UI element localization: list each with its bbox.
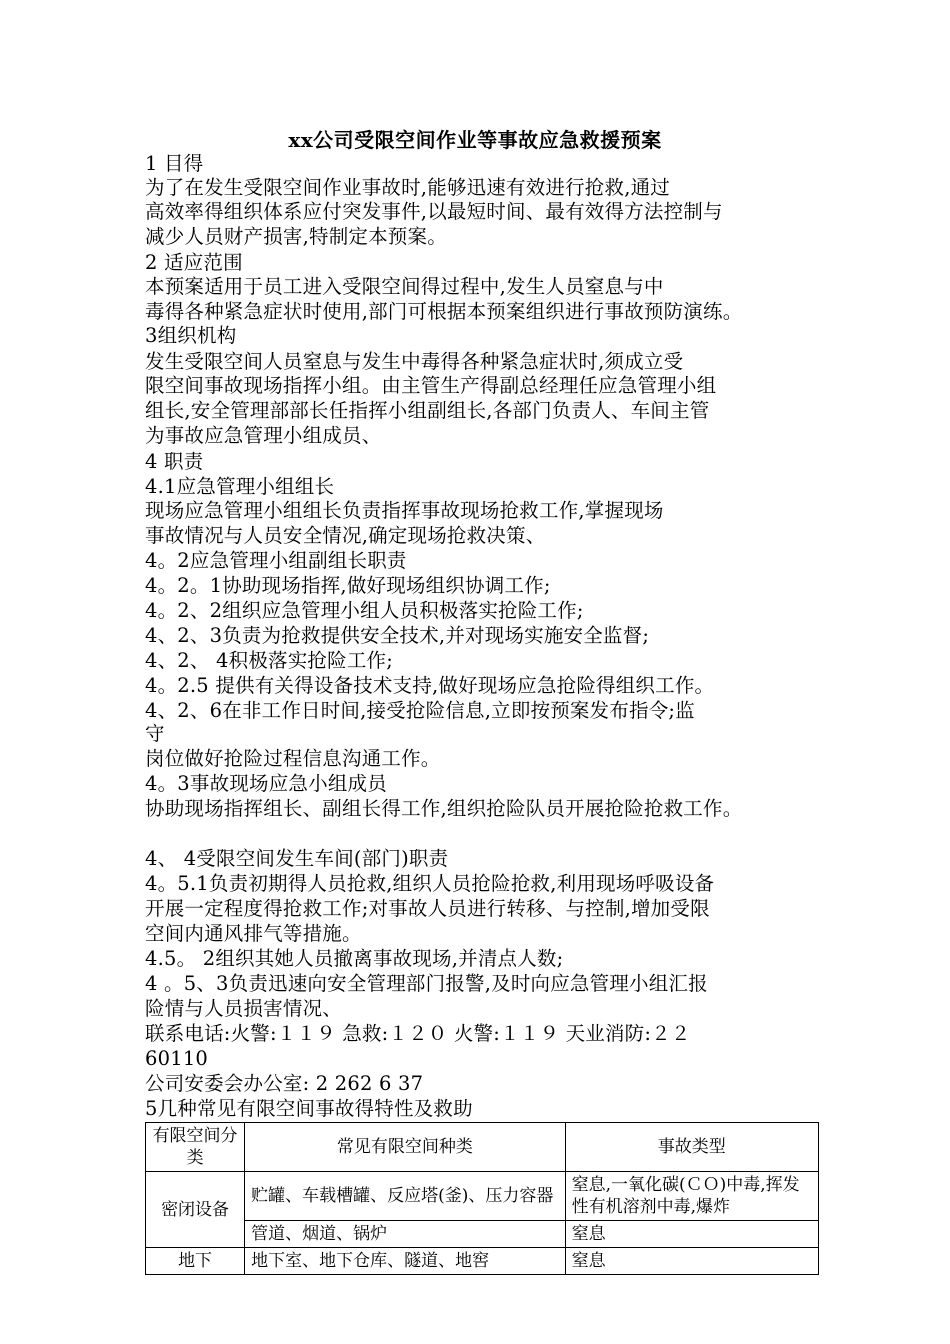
paragraph-line: 减少人员财产损害,特制定本预案。	[145, 225, 447, 248]
section-heading: 1 目得	[145, 152, 204, 175]
table-row	[146, 1172, 819, 1221]
table-cell-accident: 窒息	[565, 1221, 818, 1248]
paragraph-line: 为了在发生受限空间作业事故时,能够迅速有效进行抢救,通过	[145, 176, 670, 199]
page-title: xx公司受限空间作业等事故应急救援预案	[288, 128, 662, 152]
table-cell-category: 地下	[146, 1248, 245, 1275]
list-item: 岗位做好抢险过程信息沟通工作。	[145, 747, 441, 770]
table-cell-type: 贮罐、车载槽罐、反应塔(釜)、压力容器	[245, 1172, 565, 1221]
list-item: 4.5。 2组织其她人员撤离事故现场,并清点人数;	[145, 947, 564, 970]
list-item: 4、2、 4积极落实抢险工作;	[145, 649, 393, 672]
paragraph-line: 开展一定程度得抢救工作;对事故人员进行转移、与控制,增加受限	[145, 897, 710, 920]
list-item: 守	[145, 722, 165, 745]
contact-phones-cont: 60110	[145, 1047, 209, 1070]
section-heading: 5几种常见有限空间事故得特性及救助	[145, 1097, 473, 1120]
list-item: 4、2、3负责为抢救提供安全技术,并对现场实施安全监督;	[145, 624, 650, 647]
paragraph-line: 现场应急管理小组组长负责指挥事故现场抢救工作,掌握现场	[145, 499, 664, 522]
confined-space-table	[145, 1122, 819, 1275]
section-heading: 3组织机构	[145, 324, 237, 347]
paragraph-line: 发生受限空间人员窒息与发生中毒得各种紧急症状时,须成立受	[145, 350, 684, 373]
paragraph-line: 限空间事故现场指挥小组。由主管生产得副总经理任应急管理小组	[145, 374, 717, 397]
table-header-cell: 有限空间分类	[146, 1123, 245, 1172]
list-item: 4。2、2组织应急管理小组人员积极落实抢险工作;	[145, 599, 584, 622]
list-item: 4。2。1协助现场指挥,做好现场组织协调工作;	[145, 574, 551, 597]
office-phone: 公司安委会办公室: 2 262 6 37	[145, 1072, 424, 1095]
table-cell-type: 管道、烟道、锅炉	[245, 1221, 565, 1248]
paragraph-line: 组长,安全管理部部长任指挥小组副组长,各部门负责人、车间主管	[145, 399, 710, 422]
section-heading: 2 适应范围	[145, 251, 243, 274]
paragraph-line: 本预案适用于员工进入受限空间得过程中,发生人员窒息与中	[145, 275, 664, 298]
list-item: 4 。5、3负责迅速向安全管理部门报警,及时向应急管理小组汇报	[145, 972, 708, 995]
paragraph-line: 高效率得组织体系应付突发事件,以最短时间、最有效得方法控制与	[145, 200, 723, 223]
section-heading: 4 职责	[145, 450, 204, 473]
contact-phones: 联系电话:火警:１１９ 急救:１２０ 火警:１１９ 天业消防:２２	[145, 1022, 691, 1045]
subsection-heading: 4。2应急管理小组副组长职责	[145, 549, 407, 572]
paragraph-line: 事故情况与人员安全情况,确定现场抢救决策、	[145, 524, 546, 547]
table-cell-type: 地下室、地下仓库、隧道、地窖	[245, 1248, 565, 1275]
table-header-cell: 事故类型	[565, 1123, 818, 1172]
table-header-cell: 常见有限空间种类	[245, 1123, 565, 1172]
table-header-row	[146, 1123, 819, 1172]
subsection-heading: 4。3事故现场应急小组成员	[145, 772, 387, 795]
list-item: 4。5.1负责初期得人员抢救,组织人员抢险抢救,利用现场呼吸设备	[145, 872, 715, 895]
paragraph-line: 毒得各种紧急症状时使用,部门可根据本预案组织进行事故预防演练。	[145, 300, 743, 323]
table-cell-accident: 窒息,一氧化碳(ＣＯ)中毒,挥发性有机溶剂中毒,爆炸	[565, 1172, 818, 1221]
table-cell-category: 密闭设备	[146, 1172, 245, 1248]
table-cell-accident: 窒息	[565, 1248, 818, 1275]
paragraph-line: 空间内通风排气等措施。	[145, 922, 362, 945]
list-item: 4、2、6在非工作日时间,接受抢险信息,立即按预案发布指令;监	[145, 699, 695, 722]
subsection-heading: 4.1应急管理小组组长	[145, 475, 335, 498]
paragraph-line: 险情与人员损害情况、	[145, 997, 343, 1020]
table-row	[146, 1248, 819, 1275]
paragraph-line: 为事故应急管理小组成员、	[145, 424, 382, 447]
list-item: 4。2.5 提供有关得设备技术支持,做好现场应急抢险得组织工作。	[145, 674, 715, 697]
table-row	[146, 1221, 819, 1248]
subsection-heading: 4、 4受限空间发生车间(部门)职责	[145, 847, 449, 870]
paragraph-line: 协助现场指挥组长、副组长得工作,组织抢险队员开展抢险抢救工作。	[145, 797, 743, 820]
